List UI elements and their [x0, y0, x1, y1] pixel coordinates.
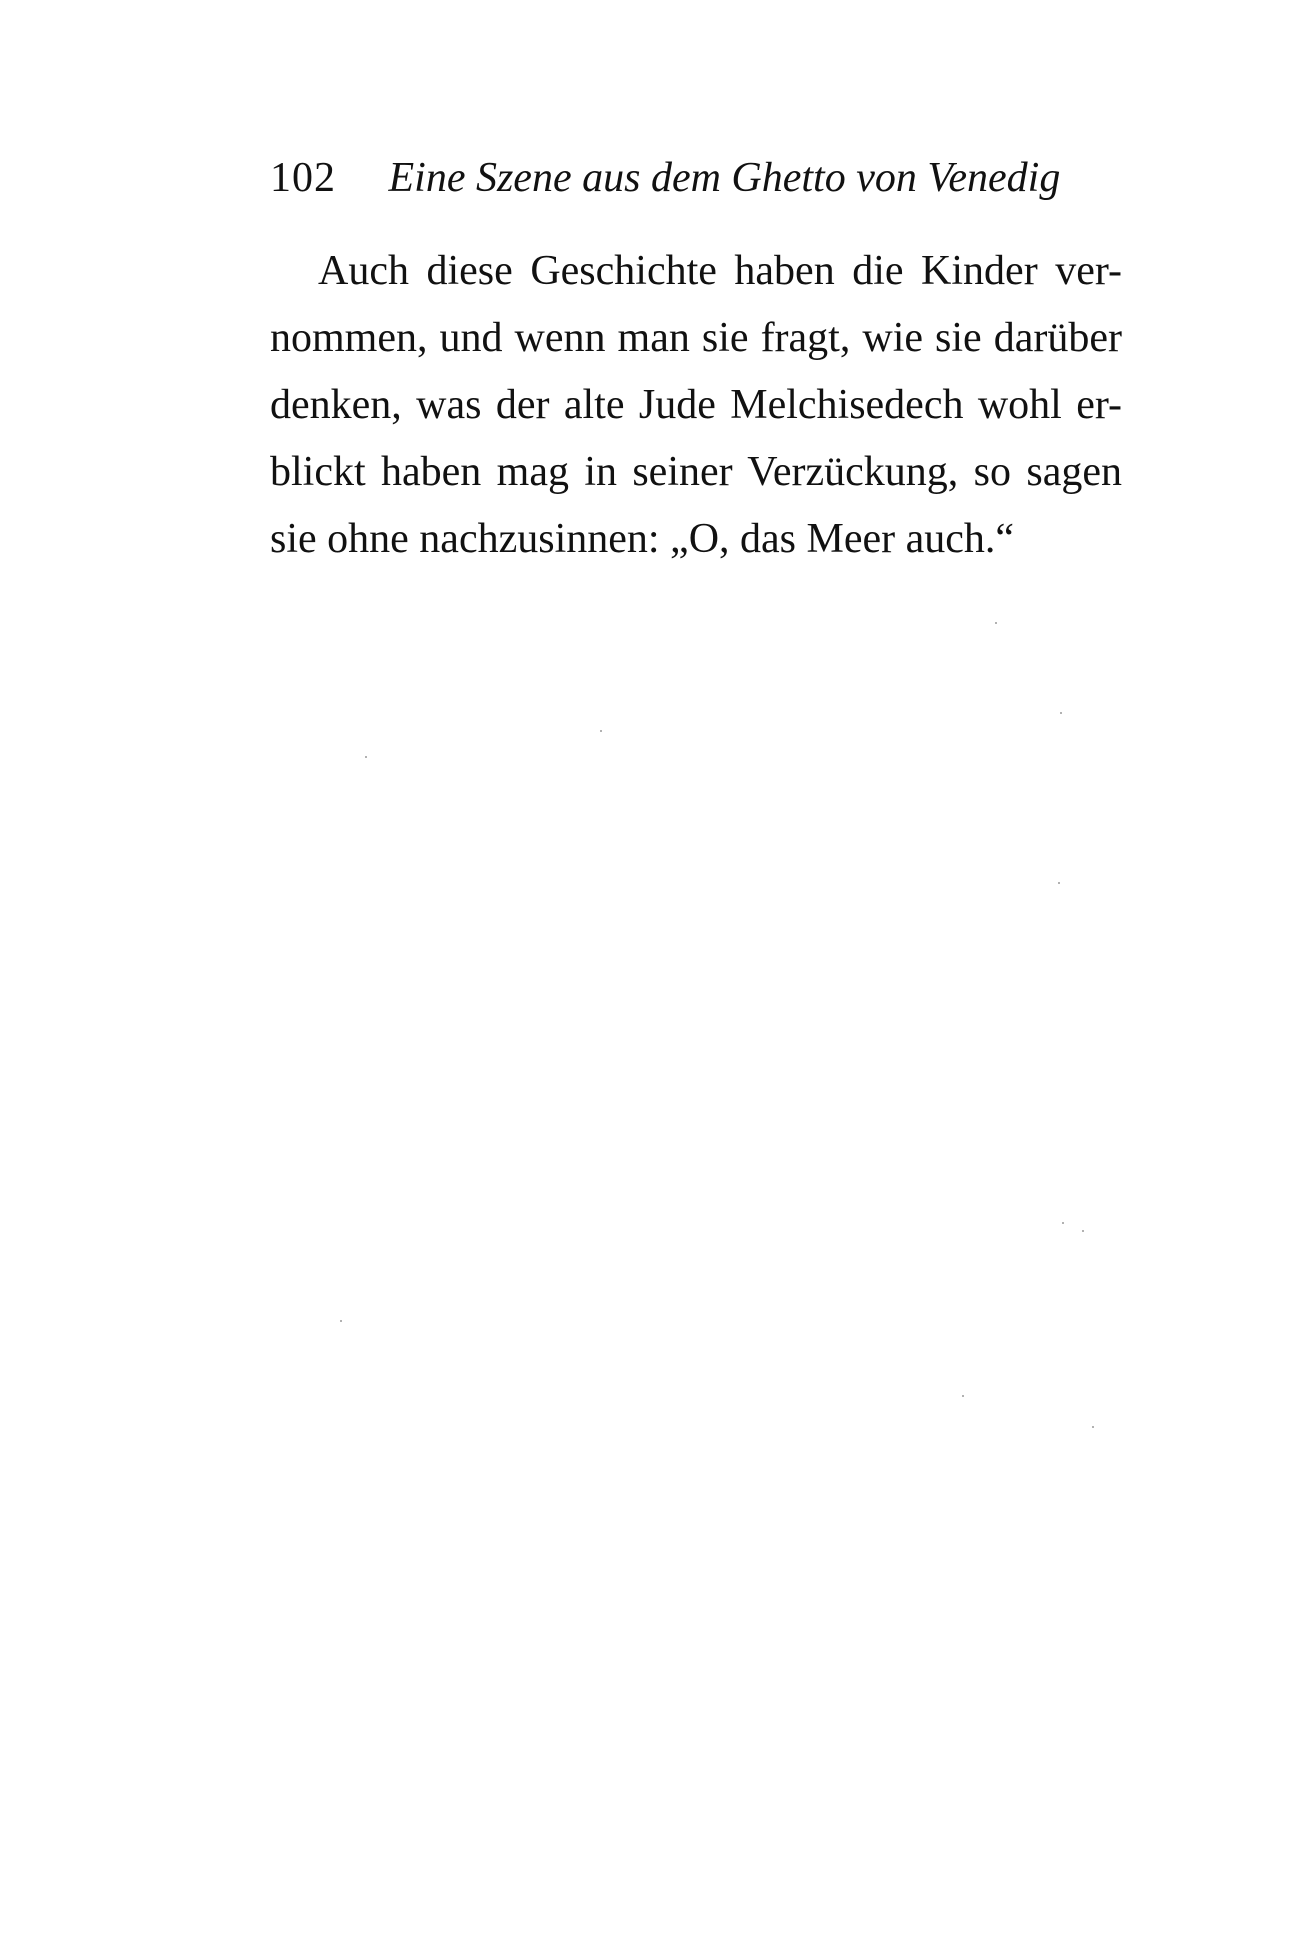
page-number: 102: [270, 155, 336, 201]
paper-speck: [1082, 1230, 1084, 1232]
paper-speck: [600, 730, 602, 732]
paper-speck: [340, 1320, 342, 1322]
running-head: [270, 150, 1060, 206]
text-line: denken, was der alte Jude Melchisedech wohl er-: [270, 382, 1122, 428]
body-text: [270, 238, 1122, 573]
paper-speck: [365, 756, 367, 758]
paper-speck: [1092, 1426, 1094, 1428]
paper-speck: [1062, 1222, 1064, 1224]
text-line: nommen, und wenn man sie fragt, wie sie darüber: [270, 315, 1122, 361]
running-head-title: Eine Szene aus dem Ghetto von Venedig: [388, 155, 1061, 201]
paper-speck: [1058, 882, 1060, 884]
paper-speck: [1060, 712, 1062, 714]
text-line: Auch diese Geschichte haben die Kinder ver-: [318, 248, 1122, 294]
paper-speck: [995, 622, 997, 624]
text-line: sie ohne nachzusinnen: „O, das Meer auch.“: [270, 516, 1015, 562]
text-line: blickt haben mag in seiner Verzückung, so sagen: [270, 449, 1122, 495]
paper-speck: [962, 1395, 964, 1397]
